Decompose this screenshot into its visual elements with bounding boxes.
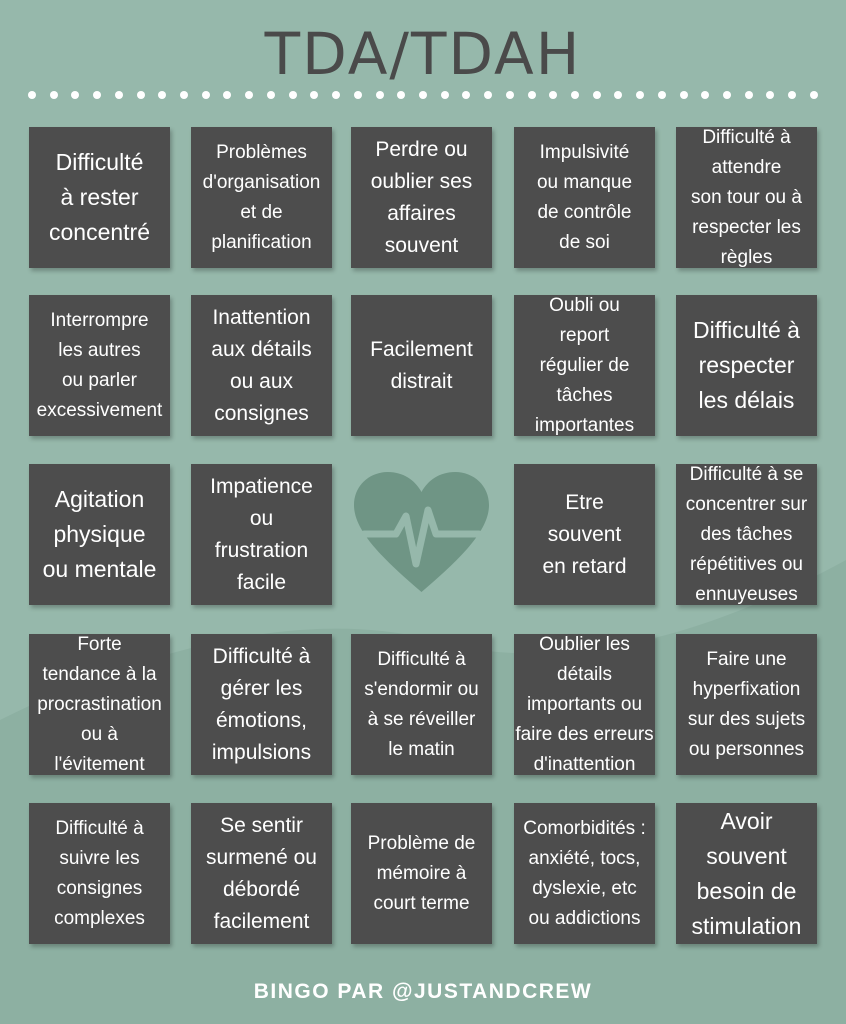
bingo-cell[interactable]	[351, 127, 492, 268]
bingo-cell[interactable]	[351, 803, 492, 944]
cell-label: Inattention aux détails ou aux consignes	[211, 305, 312, 425]
bingo-cell[interactable]	[29, 295, 170, 436]
bingo-cell[interactable]	[191, 464, 332, 605]
bingo-cell[interactable]	[676, 803, 817, 944]
bingo-cell[interactable]	[351, 295, 492, 436]
bingo-cell[interactable]	[676, 127, 817, 268]
page-title: TDA/TDAH	[264, 20, 582, 88]
cell-label: Oublier les détails importants ou faire des erreurs d'inattention	[515, 633, 654, 775]
cell-label: Oubli ou report régulier de tâches importantes	[534, 294, 635, 436]
bingo-cell[interactable]	[514, 295, 655, 436]
bingo-cell[interactable]	[514, 127, 655, 268]
cell-label: Se sentir surmené ou débordé facilement	[206, 813, 317, 933]
bingo-cell[interactable]	[514, 803, 655, 944]
cell-label: Perdre ou oublier ses affaires souvent	[370, 137, 473, 257]
bingo-cell[interactable]	[351, 634, 492, 775]
cell-label: Difficulté à gérer les émotions, impulsions	[211, 644, 312, 764]
cell-label: Agitation physique ou mentale	[42, 486, 157, 582]
bingo-cell[interactable]	[676, 634, 817, 775]
cell-label: Impulsivité ou manque de contrôle de soi	[536, 141, 633, 253]
cell-label: Forte tendance à la procrastination ou à l'évitement	[37, 633, 162, 775]
bingo-cell[interactable]	[514, 464, 655, 605]
bingo-cell[interactable]	[191, 127, 332, 268]
free-space[interactable]	[351, 464, 492, 605]
cell-label: Problème de mémoire à court terme	[367, 832, 476, 914]
cell-label: Difficulté à s'endormir ou à se réveiller le matin	[364, 648, 479, 760]
bingo-cell[interactable]	[676, 295, 817, 436]
bingo-cell[interactable]	[191, 295, 332, 436]
cell-label: Comorbidités : anxiété, tocs, dyslexie, etc ou addictions	[523, 817, 646, 929]
footer-credit: BINGO PAR @JUSTANDCREW	[253, 980, 593, 1003]
cell-label: Difficulté à respecter les délais	[693, 317, 800, 413]
cell-label: Difficulté à suivre les consignes complexes	[54, 817, 145, 929]
heartbeat-heart-icon	[354, 472, 489, 597]
bingo-cell[interactable]	[191, 634, 332, 775]
cell-label: Difficulté à rester concentré	[48, 149, 150, 245]
cell-label: Avoir souvent besoin de stimulation	[691, 807, 802, 939]
cell-label: Difficulté à attendre son tour ou à respecter les règles	[691, 126, 802, 268]
bingo-cell[interactable]	[29, 634, 170, 775]
cell-label: Faire une hyperfixation sur des sujets ou personnes	[687, 648, 806, 760]
cell-label: Problèmes d'organisation et de planification	[202, 141, 321, 253]
bingo-cell[interactable]	[514, 634, 655, 775]
cell-label: Facilement distrait	[370, 337, 473, 393]
cell-label: Difficulté à se concentrer sur des tâches répétitives ou ennuyeuses	[685, 463, 808, 605]
bingo-cell[interactable]	[676, 464, 817, 605]
bingo-cell[interactable]	[29, 464, 170, 605]
cell-label: Impatience ou frustration facile	[210, 474, 313, 594]
bingo-cell[interactable]	[191, 803, 332, 944]
cell-label: Interrompre les autres ou parler excessivement	[36, 309, 163, 421]
bingo-cell[interactable]	[29, 127, 170, 268]
cell-label: Etre souvent en retard	[542, 490, 627, 578]
bingo-cell[interactable]	[29, 803, 170, 944]
